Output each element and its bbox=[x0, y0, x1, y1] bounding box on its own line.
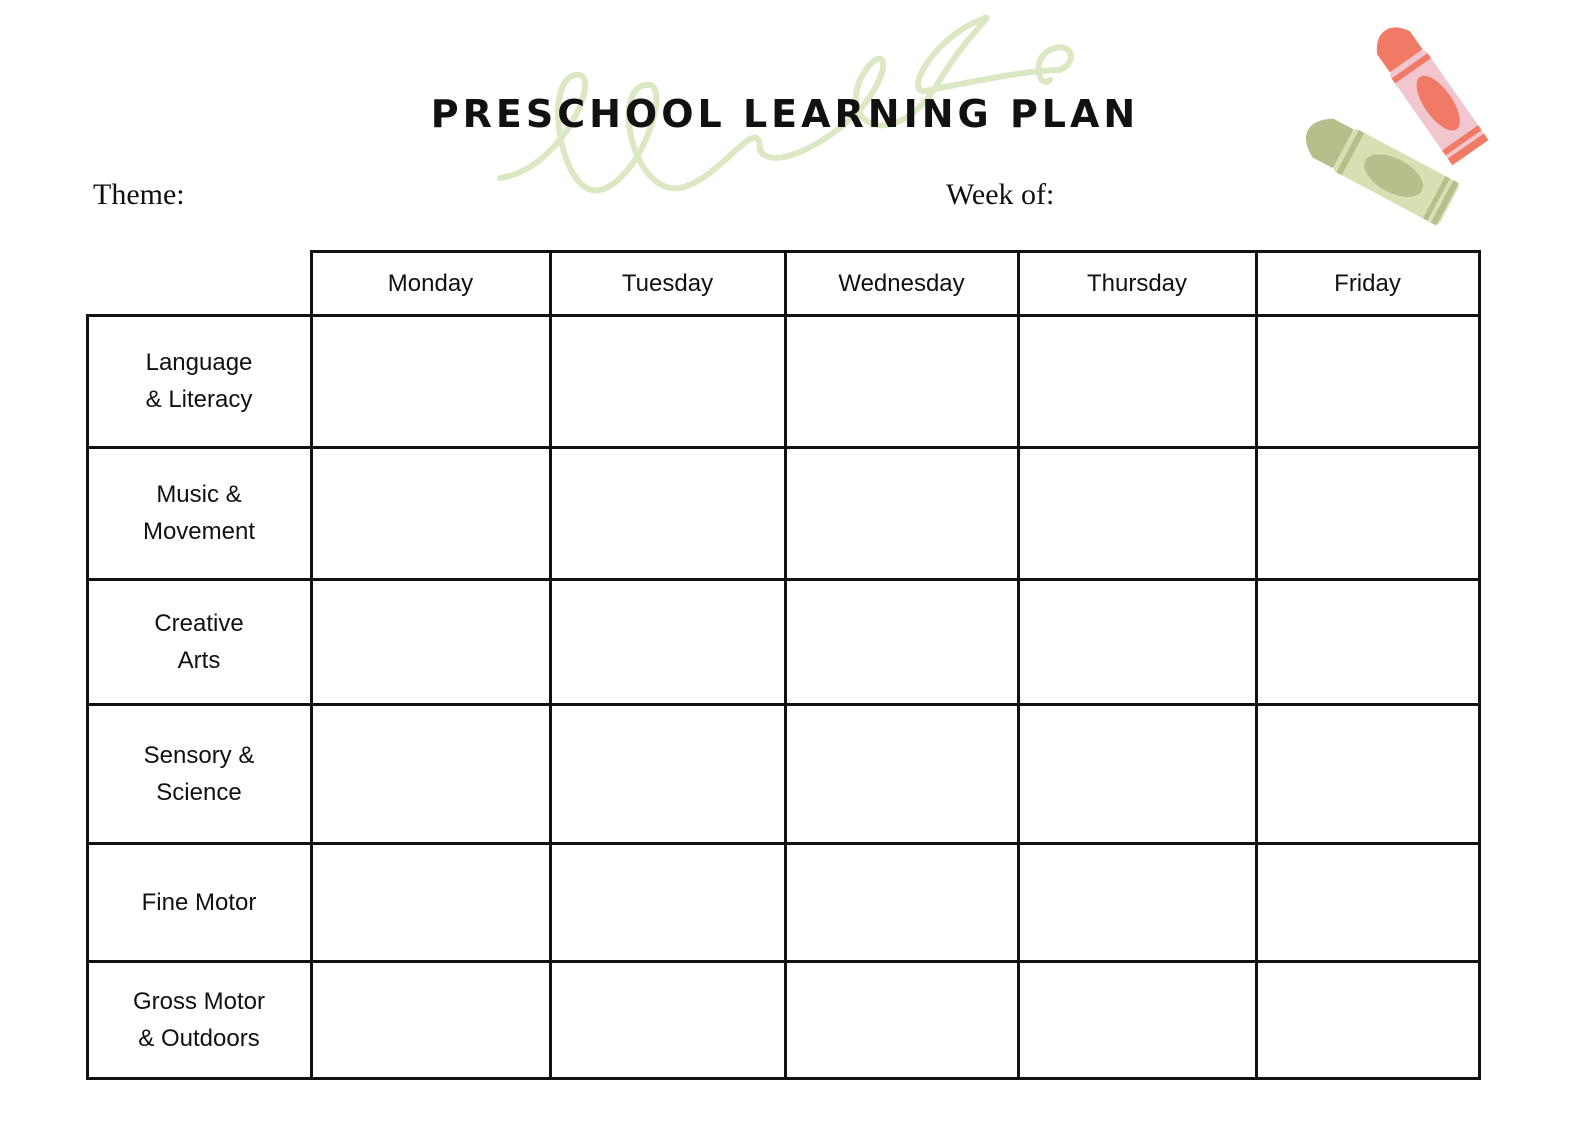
plan-cell[interactable] bbox=[1017, 842, 1258, 963]
subject-label: Language & Literacy bbox=[86, 314, 313, 449]
day-header-wednesday: Wednesday bbox=[784, 250, 1020, 317]
plan-cell[interactable] bbox=[1017, 703, 1258, 845]
day-header-monday: Monday bbox=[310, 250, 552, 317]
plan-cell[interactable] bbox=[1255, 703, 1481, 845]
plan-cell[interactable] bbox=[1255, 314, 1481, 449]
plan-cell[interactable] bbox=[784, 446, 1020, 581]
plan-cell[interactable] bbox=[310, 960, 552, 1080]
subject-label: Music & Movement bbox=[86, 446, 313, 581]
day-header-tuesday: Tuesday bbox=[549, 250, 787, 317]
plan-cell[interactable] bbox=[1017, 314, 1258, 449]
plan-cell[interactable] bbox=[310, 842, 552, 963]
plan-cell[interactable] bbox=[1255, 842, 1481, 963]
week-of-label: Week of: bbox=[946, 178, 1055, 211]
plan-cell[interactable] bbox=[784, 703, 1020, 845]
plan-cell[interactable] bbox=[549, 578, 787, 706]
plan-cell[interactable] bbox=[1017, 578, 1258, 706]
plan-cell[interactable] bbox=[1255, 578, 1481, 706]
subject-label: Gross Motor & Outdoors bbox=[86, 960, 313, 1080]
plan-cell[interactable] bbox=[549, 314, 787, 449]
plan-cell[interactable] bbox=[549, 960, 787, 1080]
plan-cell[interactable] bbox=[784, 960, 1020, 1080]
plan-cell[interactable] bbox=[784, 314, 1020, 449]
plan-cell[interactable] bbox=[310, 578, 552, 706]
page-title: PRESCHOOL LEARNING PLAN bbox=[430, 92, 1140, 136]
plan-cell[interactable] bbox=[310, 703, 552, 845]
plan-cell[interactable] bbox=[1017, 446, 1258, 581]
theme-label: Theme: bbox=[93, 178, 185, 211]
plan-cell[interactable] bbox=[784, 578, 1020, 706]
plan-cell[interactable] bbox=[1017, 960, 1258, 1080]
plan-cell[interactable] bbox=[549, 446, 787, 581]
subject-label: Creative Arts bbox=[86, 578, 313, 706]
plan-cell[interactable] bbox=[310, 446, 552, 581]
subject-label: Sensory & Science bbox=[86, 703, 313, 845]
plan-cell[interactable] bbox=[549, 703, 787, 845]
plan-cell[interactable] bbox=[310, 314, 552, 449]
plan-cell[interactable] bbox=[1255, 960, 1481, 1080]
plan-cell[interactable] bbox=[784, 842, 1020, 963]
day-header-thursday: Thursday bbox=[1017, 250, 1258, 317]
plan-cell[interactable] bbox=[1255, 446, 1481, 581]
plan-cell[interactable] bbox=[549, 842, 787, 963]
subject-label: Fine Motor bbox=[86, 842, 313, 963]
day-header-friday: Friday bbox=[1255, 250, 1481, 317]
